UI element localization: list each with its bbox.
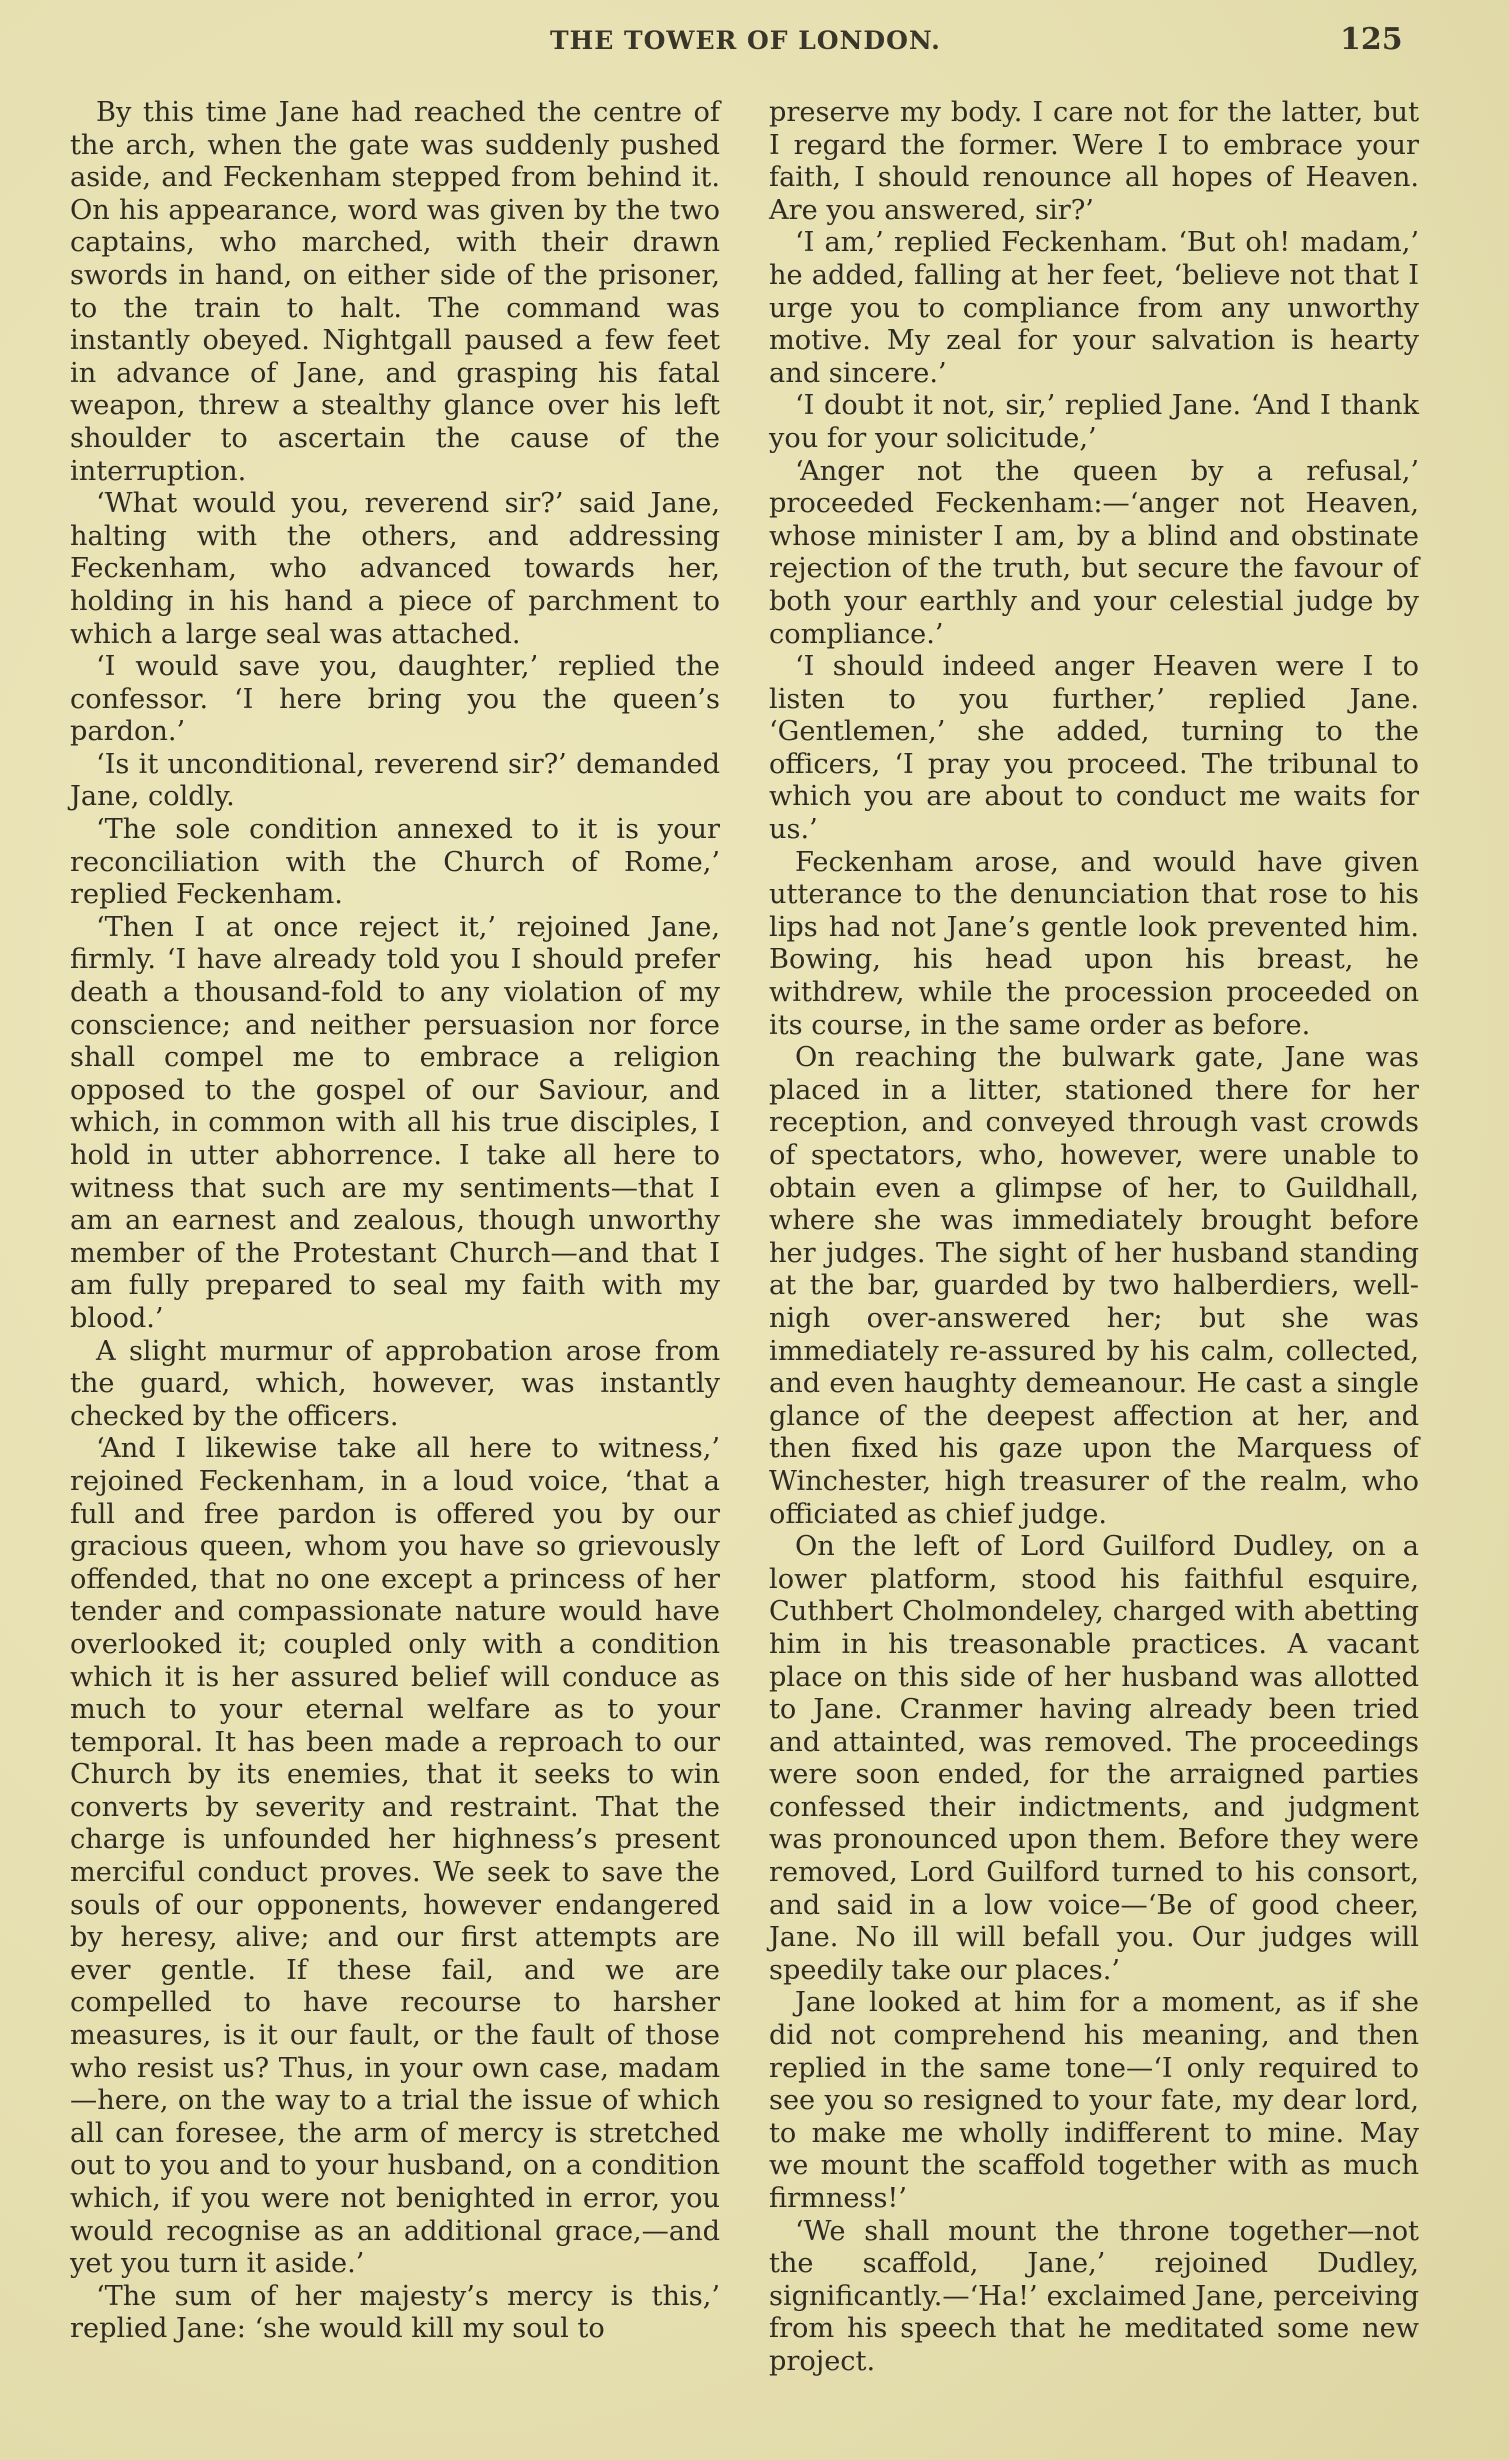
left-column: [70, 97, 720, 2346]
paragraph: ‘Is it unconditional, reverend sir?’ demanded Jane, coldly.: [70, 748, 720, 813]
paragraph: ‘What would you, reverend sir?’ said Jane, halting with the others, and addressing Feckenham, who advanced towards her, holding in his hand a piece of parchment to which a large seal was attached.: [70, 488, 720, 650]
paragraph: On reaching the bulwark gate, Jane was placed in a litter, stationed there for her reception, and conveyed through vast crowds of spectators, who, however, were unable to obtain even a glimpse of her, to Guildhall, where she was immediately brought before her judges. The sight of her husband standing at the bar, guarded by two halberdiers, well-nigh over-answered her; but she was immediately re-assured by his calm, collected, and even haughty demeanour. He cast a single glance of the deepest affection at her, and then fixed his gaze upon the Marquess of Winchester, high treasurer of the realm, who officiated as chief judge.: [769, 1042, 1419, 1530]
running-title: THE TOWER OF LONDON.: [550, 26, 941, 55]
paragraph: ‘I am,’ replied Feckenham. ‘But oh! madam,’ he added, falling at her feet, ‘believe not that I urge you to compliance from any unworthy motive. My zeal for your salvation is hearty and sincere.’: [769, 227, 1419, 389]
paragraph: ‘The sum of her majesty’s mercy is this,’ replied Jane: ‘she would kill my soul to: [70, 2280, 720, 2345]
running-head: [0, 22, 1509, 62]
paragraph-continued: preserve my body. I care not for the latter, but I regard the former. Were I to embrace your faith, I should renounce all hopes of Heaven. Are you answered, sir?’: [769, 97, 1419, 226]
paragraph: Jane looked at him for a moment, as if she did not comprehend his meaning, and then replied in the same tone—‘I only required to see you so resigned to your fate, my dear lord, to make me wholly indifferent to mine. May we mount the scaffold together with as much firmness!’: [769, 1987, 1419, 2214]
paragraph: By this time Jane had reached the centre of the arch, when the gate was suddenly pushed aside, and Feckenham stepped from behind it. On his appearance, word was given by the two captains, who marched, with their drawn swords in hand, on either side of the prisoner, to the train to halt. The command was instantly obeyed. Nightgall paused a few feet in advance of Jane, and grasping his fatal weapon, threw a stealthy glance over his left shoulder to ascertain the cause of the interruption.: [70, 97, 720, 487]
paragraph: On the left of Lord Guilford Dudley, on a lower platform, stood his faithful esquire, Cuthbert Cholmondeley, charged with abetting him in his treasonable practices. A vacant place on this side of her husband was allotted to Jane. Cranmer having already been tried and attainted, was removed. The proceedings were soon ended, for the arraigned parties confessed their indictments, and judgment was pronounced upon them. Before they were removed, Lord Guilford turned to his consort, and said in a low voice—‘Be of good cheer, Jane. No ill will befall you. Our judges will speedily take our places.’: [769, 1531, 1419, 1986]
paragraph: Feckenham arose, and would have given utterance to the denunciation that rose to his lips had not Jane’s gentle look prevented him. Bowing, his head upon his breast, he withdrew, while the procession proceeded on its course, in the same order as before.: [769, 846, 1419, 1041]
page-number: 125: [1340, 22, 1403, 57]
paragraph: ‘I would save you, daughter,’ replied the confessor. ‘I here bring you the queen’s pardon.’: [70, 651, 720, 748]
paragraph: ‘The sole condition annexed to it is your reconciliation with the Church of Rome,’ replied Feckenham.: [70, 814, 720, 911]
paragraph: ‘I doubt it not, sir,’ replied Jane. ‘And I thank you for your solicitude,’: [769, 390, 1419, 454]
paragraph: ‘Then I at once reject it,’ rejoined Jane, firmly. ‘I have already told you I should prefer death a thousand-fold to any violation of my conscience; and neither persuasion nor force shall compel me to embrace a religion opposed to the gospel of our Saviour, and which, in common with all his true disciples, I hold in utter abhorrence. I take all here to witness that such are my sentiments—that I am an earnest and zealous, though unworthy member of the Protestant Church—and that I am fully prepared to seal my faith with my blood.’: [70, 911, 720, 1334]
paragraph: ‘I should indeed anger Heaven were I to listen to you further,’ replied Jane. ‘Gentlemen,’ she added, turning to the officers, ‘I pray you proceed. The tribunal to which you are about to conduct me waits for us.’: [769, 651, 1419, 846]
paragraph: ‘Anger not the queen by a refusal,’ proceeded Feckenham:—‘anger not Heaven, whose minister I am, by a blind and obstinate rejection of the truth, but secure the favour of both your earthly and your celestial judge by compliance.’: [769, 455, 1419, 650]
paragraph: ‘And I likewise take all here to witness,’ rejoined Feckenham, in a loud voice, ‘that a full and free pardon is offered you by our gracious queen, whom you have so grievously offended, that no one except a princess of her tender and compassionate nature would have overlooked it; coupled only with a condition which it is her assured belief will conduce as much to your eternal welfare as to your temporal. It has been made a reproach to our Church by its enemies, that it seeks to win converts by severity and restraint. That the charge is unfounded her highness’s present merciful conduct proves. We seek to save the souls of our opponents, however endangered by heresy, alive; and our first attempts are ever gentle. If these fail, and we are compelled to have recourse to harsher measures, is it our fault, or the fault of those who resist us? Thus, in your own case, madam—here, on the way to a trial the issue of which all can foresee, the arm of mercy is stretched out to you and to your husband, on a condition which, if you were not benighted in error, you would recognise as an additional grace,—and yet you turn it aside.’: [70, 1433, 720, 2280]
right-column: [769, 97, 1419, 2379]
paragraph: ‘We shall mount the throne together—not the scaffold, Jane,’ rejoined Dudley, significantly.—‘Ha!’ exclaimed Jane, perceiving from his speech that he meditated some new project.: [769, 2215, 1419, 2377]
paragraph: A slight murmur of approbation arose from the guard, which, however, was instantly checked by the officers.: [70, 1335, 720, 1432]
